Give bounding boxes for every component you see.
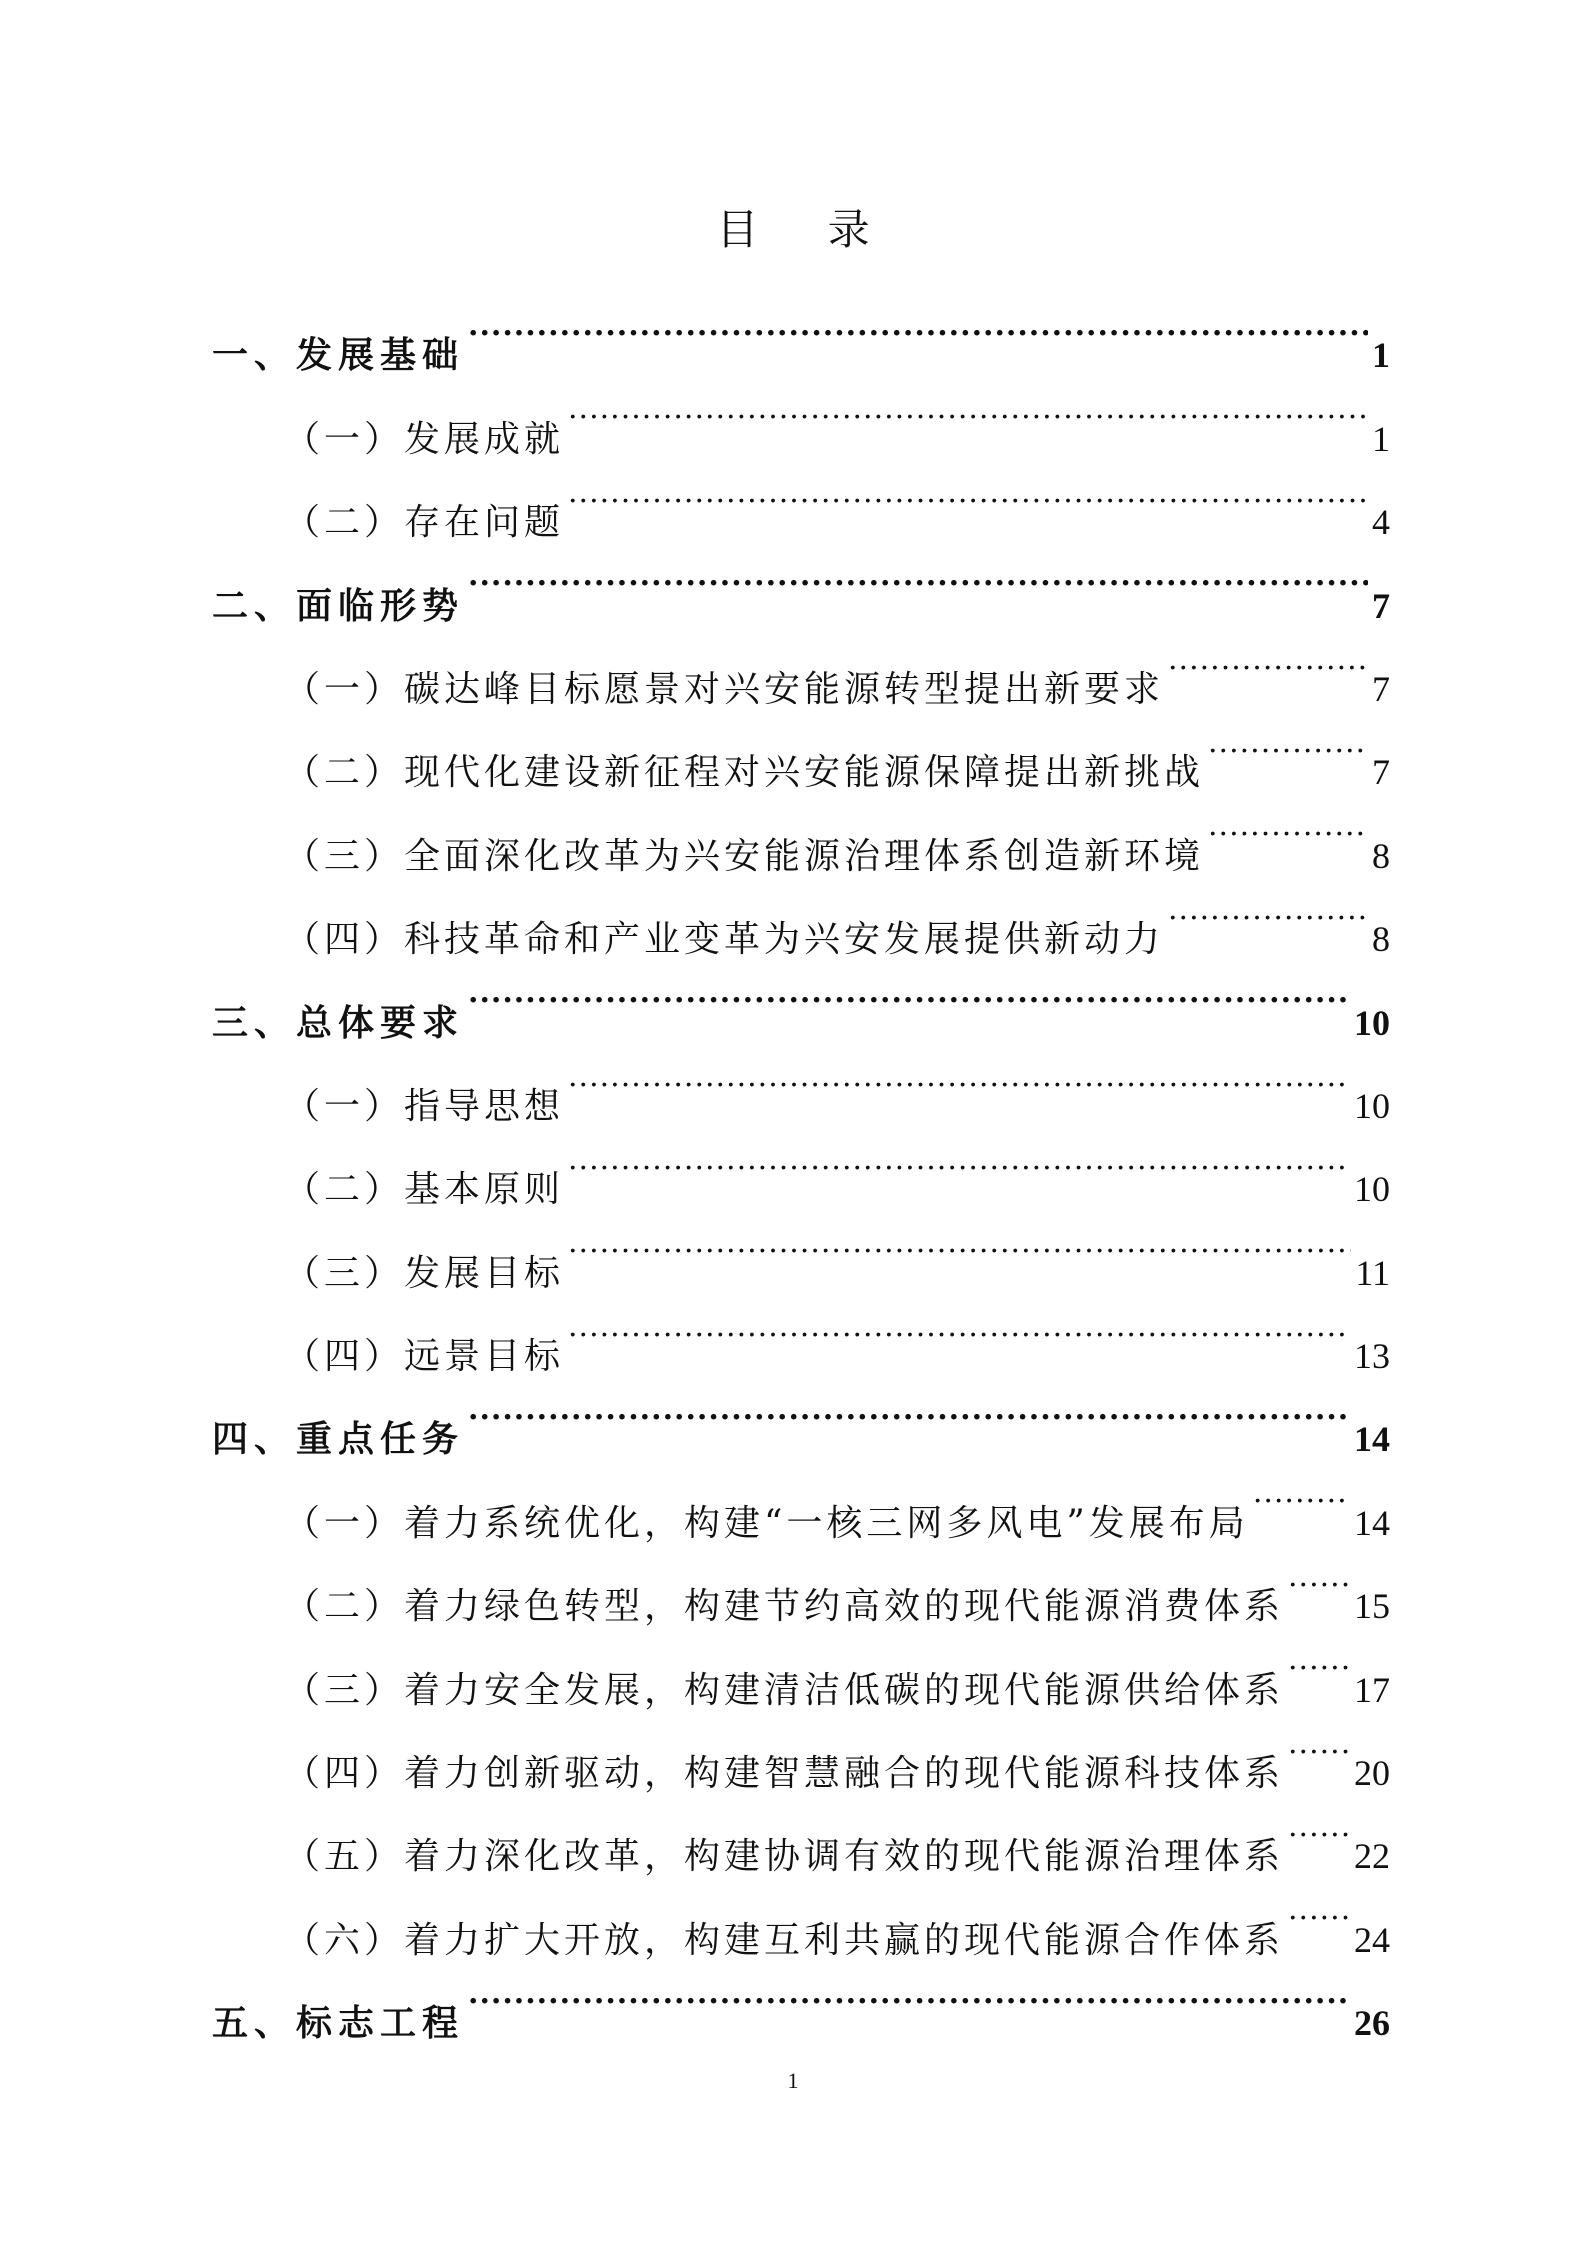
toc-dot-leader <box>468 1952 1350 2035</box>
toc-entry-title: （五）着力深化改革，构建协调有效的现代能源治理体系 <box>284 1836 1285 1878</box>
toc-dot-leader <box>1288 1535 1350 1618</box>
toc-entry-page-number: 4 <box>1372 502 1390 543</box>
toc-entry-title: （三）发展目标 <box>284 1252 565 1294</box>
toc-dot-leader <box>1253 1451 1350 1534</box>
toc-entry-page-number: 10 <box>1354 1002 1390 1043</box>
toc-entry-title: （二）存在问题 <box>284 502 565 544</box>
toc-entry-page-number: 7 <box>1372 752 1390 793</box>
toc-entry-title: 二、面临形势 <box>212 584 465 627</box>
toc-entry-title: （三）全面深化改革为兴安能源治理体系创造新环境 <box>284 835 1205 877</box>
toc-dot-leader <box>568 367 1368 450</box>
toc-entry-title: 三、总体要求 <box>212 1001 465 1044</box>
toc-entry-page-number: 10 <box>1354 1169 1390 1210</box>
toc-entry-page-number: 24 <box>1354 1919 1390 1960</box>
toc-dot-leader <box>568 1285 1350 1368</box>
toc-entry-title: （一）发展成就 <box>284 418 565 460</box>
toc-entry-title: （四）科技革命和产业变革为兴安发展提供新动力 <box>284 919 1165 961</box>
page-title: 目 录 <box>716 205 898 254</box>
toc-entry-title: （一）碳达峰目标愿景对兴安能源转型提出新要求 <box>284 668 1165 710</box>
toc-dot-leader <box>1288 1702 1350 1785</box>
toc-entry-page-number: 11 <box>1355 1252 1390 1293</box>
toc-entry-title: （四）着力创新驱动，构建智慧融合的现代能源科技体系 <box>284 1753 1285 1795</box>
toc-dot-leader <box>1208 784 1368 867</box>
toc-entry-page-number: 7 <box>1372 668 1390 709</box>
toc-dot-leader <box>1168 618 1368 701</box>
table-of-contents <box>212 284 1390 2045</box>
toc-dot-leader <box>568 1118 1350 1201</box>
toc-entry-title: （二）基本原则 <box>284 1169 565 1211</box>
toc-entry-title: 五、标志工程 <box>212 2002 465 2045</box>
toc-dot-leader <box>468 951 1350 1034</box>
toc-entry-page-number: 1 <box>1372 418 1390 459</box>
toc-dot-leader <box>1288 1868 1350 1951</box>
toc-entry-title: （二）着力绿色转型，构建节约高效的现代能源消费体系 <box>284 1586 1285 1628</box>
toc-entry-page-number: 20 <box>1354 1753 1390 1794</box>
toc-entry-title: 一、发展基础 <box>212 334 465 377</box>
toc-entry-page-number: 14 <box>1354 1502 1390 1543</box>
toc-entry-title: （六）着力扩大开放，构建互利共赢的现代能源合作体系 <box>284 1919 1285 1961</box>
toc-dot-leader <box>1208 701 1368 784</box>
toc-dot-leader <box>468 534 1368 617</box>
toc-dot-leader <box>1168 868 1368 951</box>
toc-dot-leader <box>1288 1618 1350 1701</box>
toc-entry-title: 四、重点任务 <box>212 1418 465 1461</box>
toc-entry-page-number: 14 <box>1354 1419 1390 1460</box>
toc-entry-page-number: 8 <box>1372 835 1390 876</box>
toc-entry-title: （一）指导思想 <box>284 1085 565 1127</box>
toc-entry-page-number: 26 <box>1354 2003 1390 2044</box>
toc-entry-title: （一）着力系统优化，构建“一核三网多风电”发展布局 <box>284 1502 1249 1544</box>
toc-dot-leader <box>468 1368 1350 1451</box>
toc-entry-page-number: 10 <box>1354 1085 1390 1126</box>
toc-dot-leader <box>568 1201 1351 1284</box>
toc-entry-page-number: 1 <box>1372 335 1390 376</box>
toc-entry-page-number: 13 <box>1354 1336 1390 1377</box>
toc-entry-page-number: 17 <box>1354 1669 1390 1710</box>
toc-entry-title: （二）现代化建设新征程对兴安能源保障提出新挑战 <box>284 752 1205 794</box>
toc-entry-page-number: 8 <box>1372 919 1390 960</box>
toc-entry-title: （三）着力安全发展，构建清洁低碳的现代能源供给体系 <box>284 1669 1285 1711</box>
toc-entry-page-number: 7 <box>1372 585 1390 626</box>
toc-dot-leader <box>468 284 1368 367</box>
toc-dot-leader <box>568 451 1368 534</box>
toc-entry-page-number: 22 <box>1354 1836 1390 1877</box>
toc-dot-leader <box>1288 1785 1350 1868</box>
toc-chapter-entry[interactable] <box>212 284 1390 377</box>
footer-page-number: 1 <box>787 2068 799 2093</box>
toc-entry-title: （四）远景目标 <box>284 1336 565 1378</box>
toc-entry-page-number: 15 <box>1354 1586 1390 1627</box>
toc-dot-leader <box>568 1035 1350 1118</box>
